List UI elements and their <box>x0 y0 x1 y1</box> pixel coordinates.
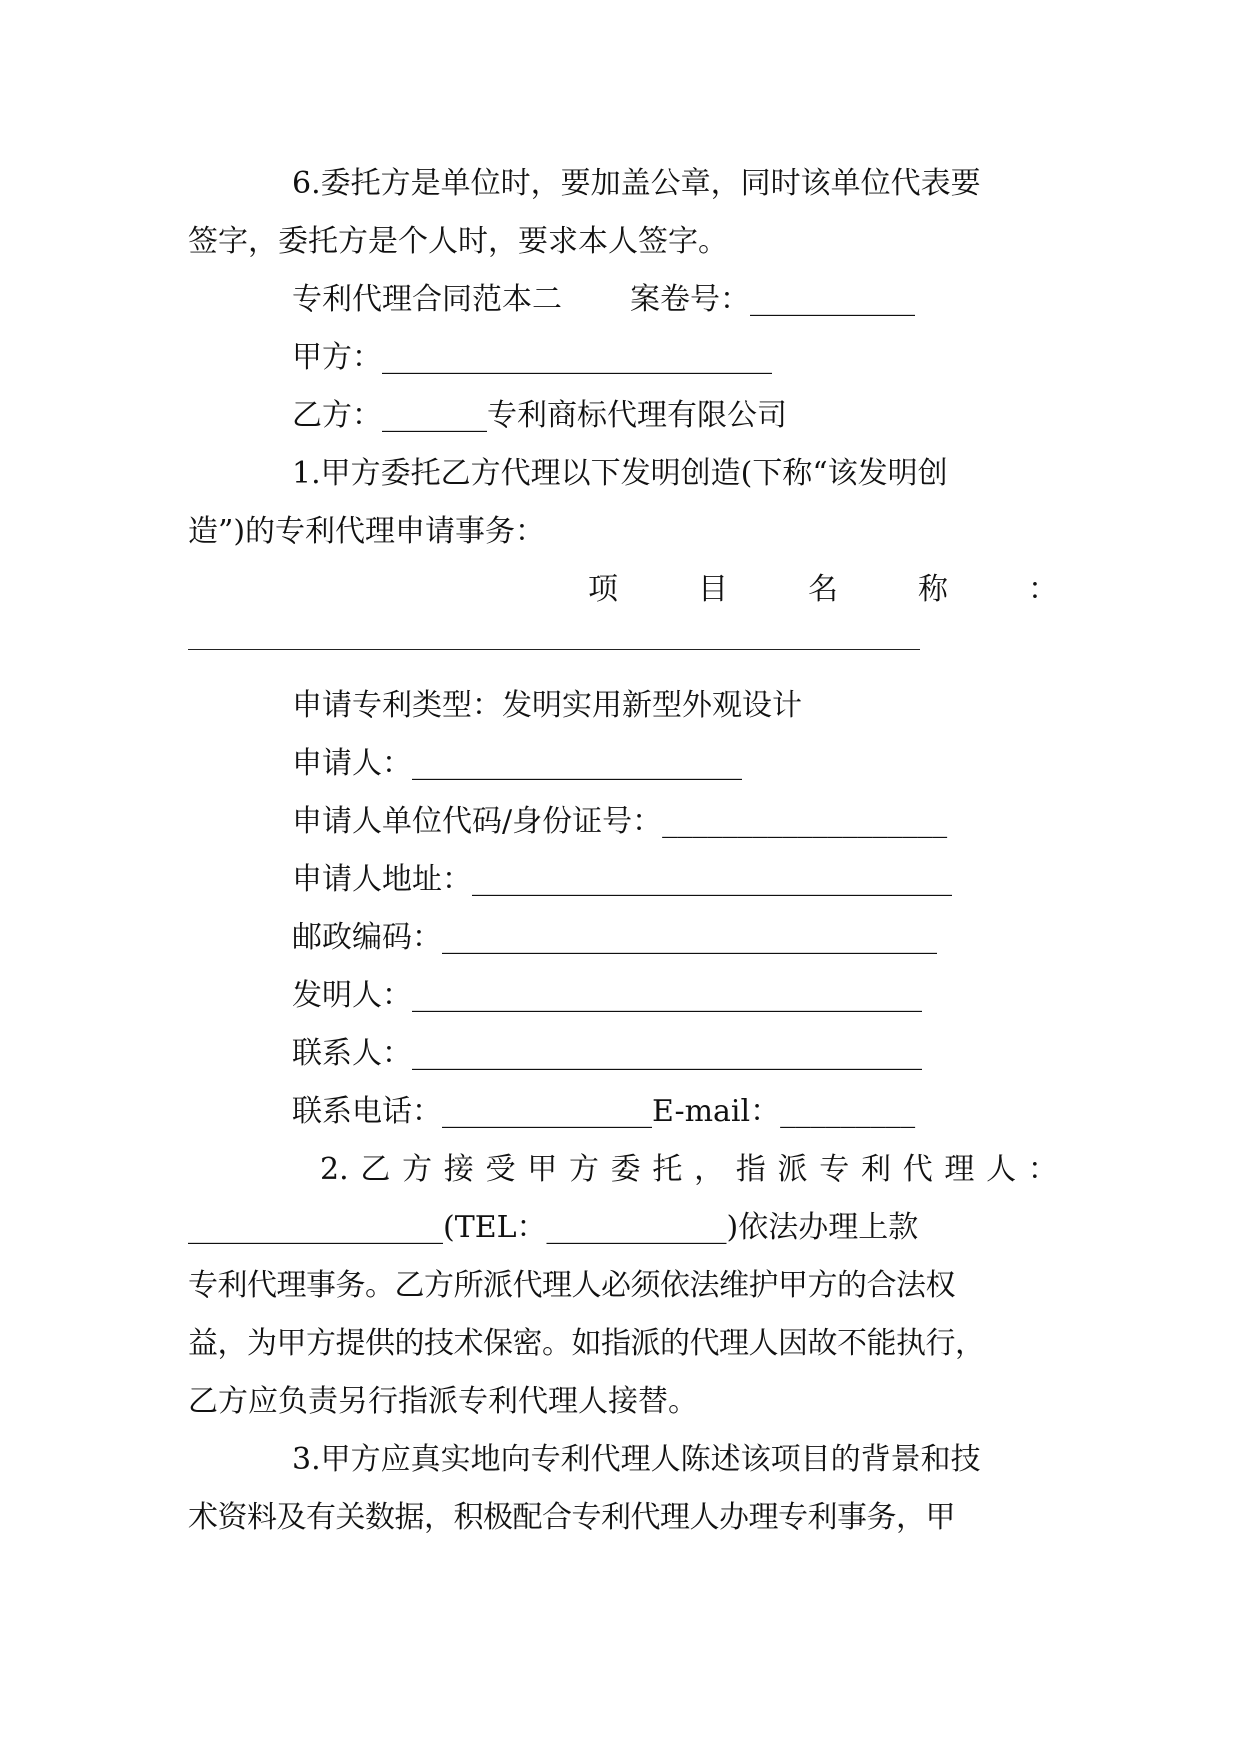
clause2-char: ， <box>694 1152 725 1187</box>
clause2-char: 指 <box>735 1152 766 1187</box>
clause2-char: 托 <box>652 1152 683 1187</box>
item6-line2: 签字，委托方是个人时，要求本人签字。 <box>188 224 728 259</box>
clause3-line1: 3.甲方应真实地向专利代理人陈述该项目的背景和技 <box>292 1442 981 1477</box>
project-name-label <box>188 561 1058 619</box>
clause2-char: 代 <box>902 1152 933 1187</box>
project-name-char: 目 <box>698 572 728 607</box>
applicant-address-field: 申请人地址：________________________________ <box>292 862 952 897</box>
item6-line1: 6.委托方是单位时，要加盖公章，同时该单位代表要 <box>292 166 981 201</box>
clause2-char: 接 <box>443 1152 474 1187</box>
clause2-char: 派 <box>777 1152 808 1187</box>
applicant-id-field: 申请人单位代码/身份证号：___________________ <box>292 804 948 839</box>
inventor-field: 发明人：__________________________________ <box>292 978 922 1013</box>
clause2-line5: 乙方应负责另行指派专利代理人接替。 <box>188 1384 698 1419</box>
project-name-char: 项 <box>588 572 618 607</box>
clause2-char: 受 <box>485 1152 516 1187</box>
clause1-line1: 1.甲方委托乙方代理以下发明创造(下称“该发明创 <box>292 456 948 491</box>
project-name-underline <box>188 649 920 650</box>
clause2-char: 甲 <box>527 1152 558 1187</box>
project-name-char: ： <box>1028 572 1058 607</box>
clause2-char: 利 <box>860 1152 891 1187</box>
contract-title-row <box>188 271 1058 329</box>
party-a-field: 甲方：__________________________ <box>292 340 772 375</box>
clause1-line2: 造”)的专利代理申请事务： <box>188 514 546 549</box>
clause2-line3: 专利代理事务。乙方所派代理人必须依法维护甲方的合法权 <box>188 1268 955 1303</box>
clause2-char: 人 <box>986 1152 1017 1187</box>
case-number-field: 案卷号：___________ <box>630 282 915 317</box>
project-name-char: 称 <box>918 572 948 607</box>
patent-type-field: 申请专利类型：发明实用新型外观设计 <box>292 688 802 723</box>
project-name-blank <box>188 619 1058 677</box>
clause2-char: 方 <box>402 1152 433 1187</box>
clause2-char: 2. <box>320 1152 349 1187</box>
clause2-line4: 益，为甲方提供的技术保密。如指派的代理人因故不能执行， <box>188 1326 985 1361</box>
project-name-char: 名 <box>808 572 838 607</box>
clause2-line1 <box>188 1141 1058 1199</box>
clause2-char: ： <box>1027 1152 1058 1187</box>
clause2-line2: _________________(TEL：____________)依法办理上款 <box>188 1210 919 1245</box>
contact-phone-email-field: 联系电话：______________E-mail：_________ <box>292 1094 916 1129</box>
clause2-char: 乙 <box>360 1152 391 1187</box>
clause2-char: 专 <box>819 1152 850 1187</box>
clause3-line2: 术资料及有关数据，积极配合专利代理人办理专利事务，甲 <box>188 1500 955 1535</box>
clause2-char: 理 <box>944 1152 975 1187</box>
document-page <box>188 155 1058 1547</box>
clause2-char: 方 <box>568 1152 599 1187</box>
postal-code-field: 邮政编码：_________________________________ <box>292 920 937 955</box>
party-b-field: 乙方：_______专利商标代理有限公司 <box>292 398 787 433</box>
clause2-char: 委 <box>610 1152 641 1187</box>
contract-title: 专利代理合同范本二 <box>292 282 562 317</box>
applicant-field: 申请人：______________________ <box>292 746 742 781</box>
contact-person-field: 联系人：__________________________________ <box>292 1036 922 1071</box>
